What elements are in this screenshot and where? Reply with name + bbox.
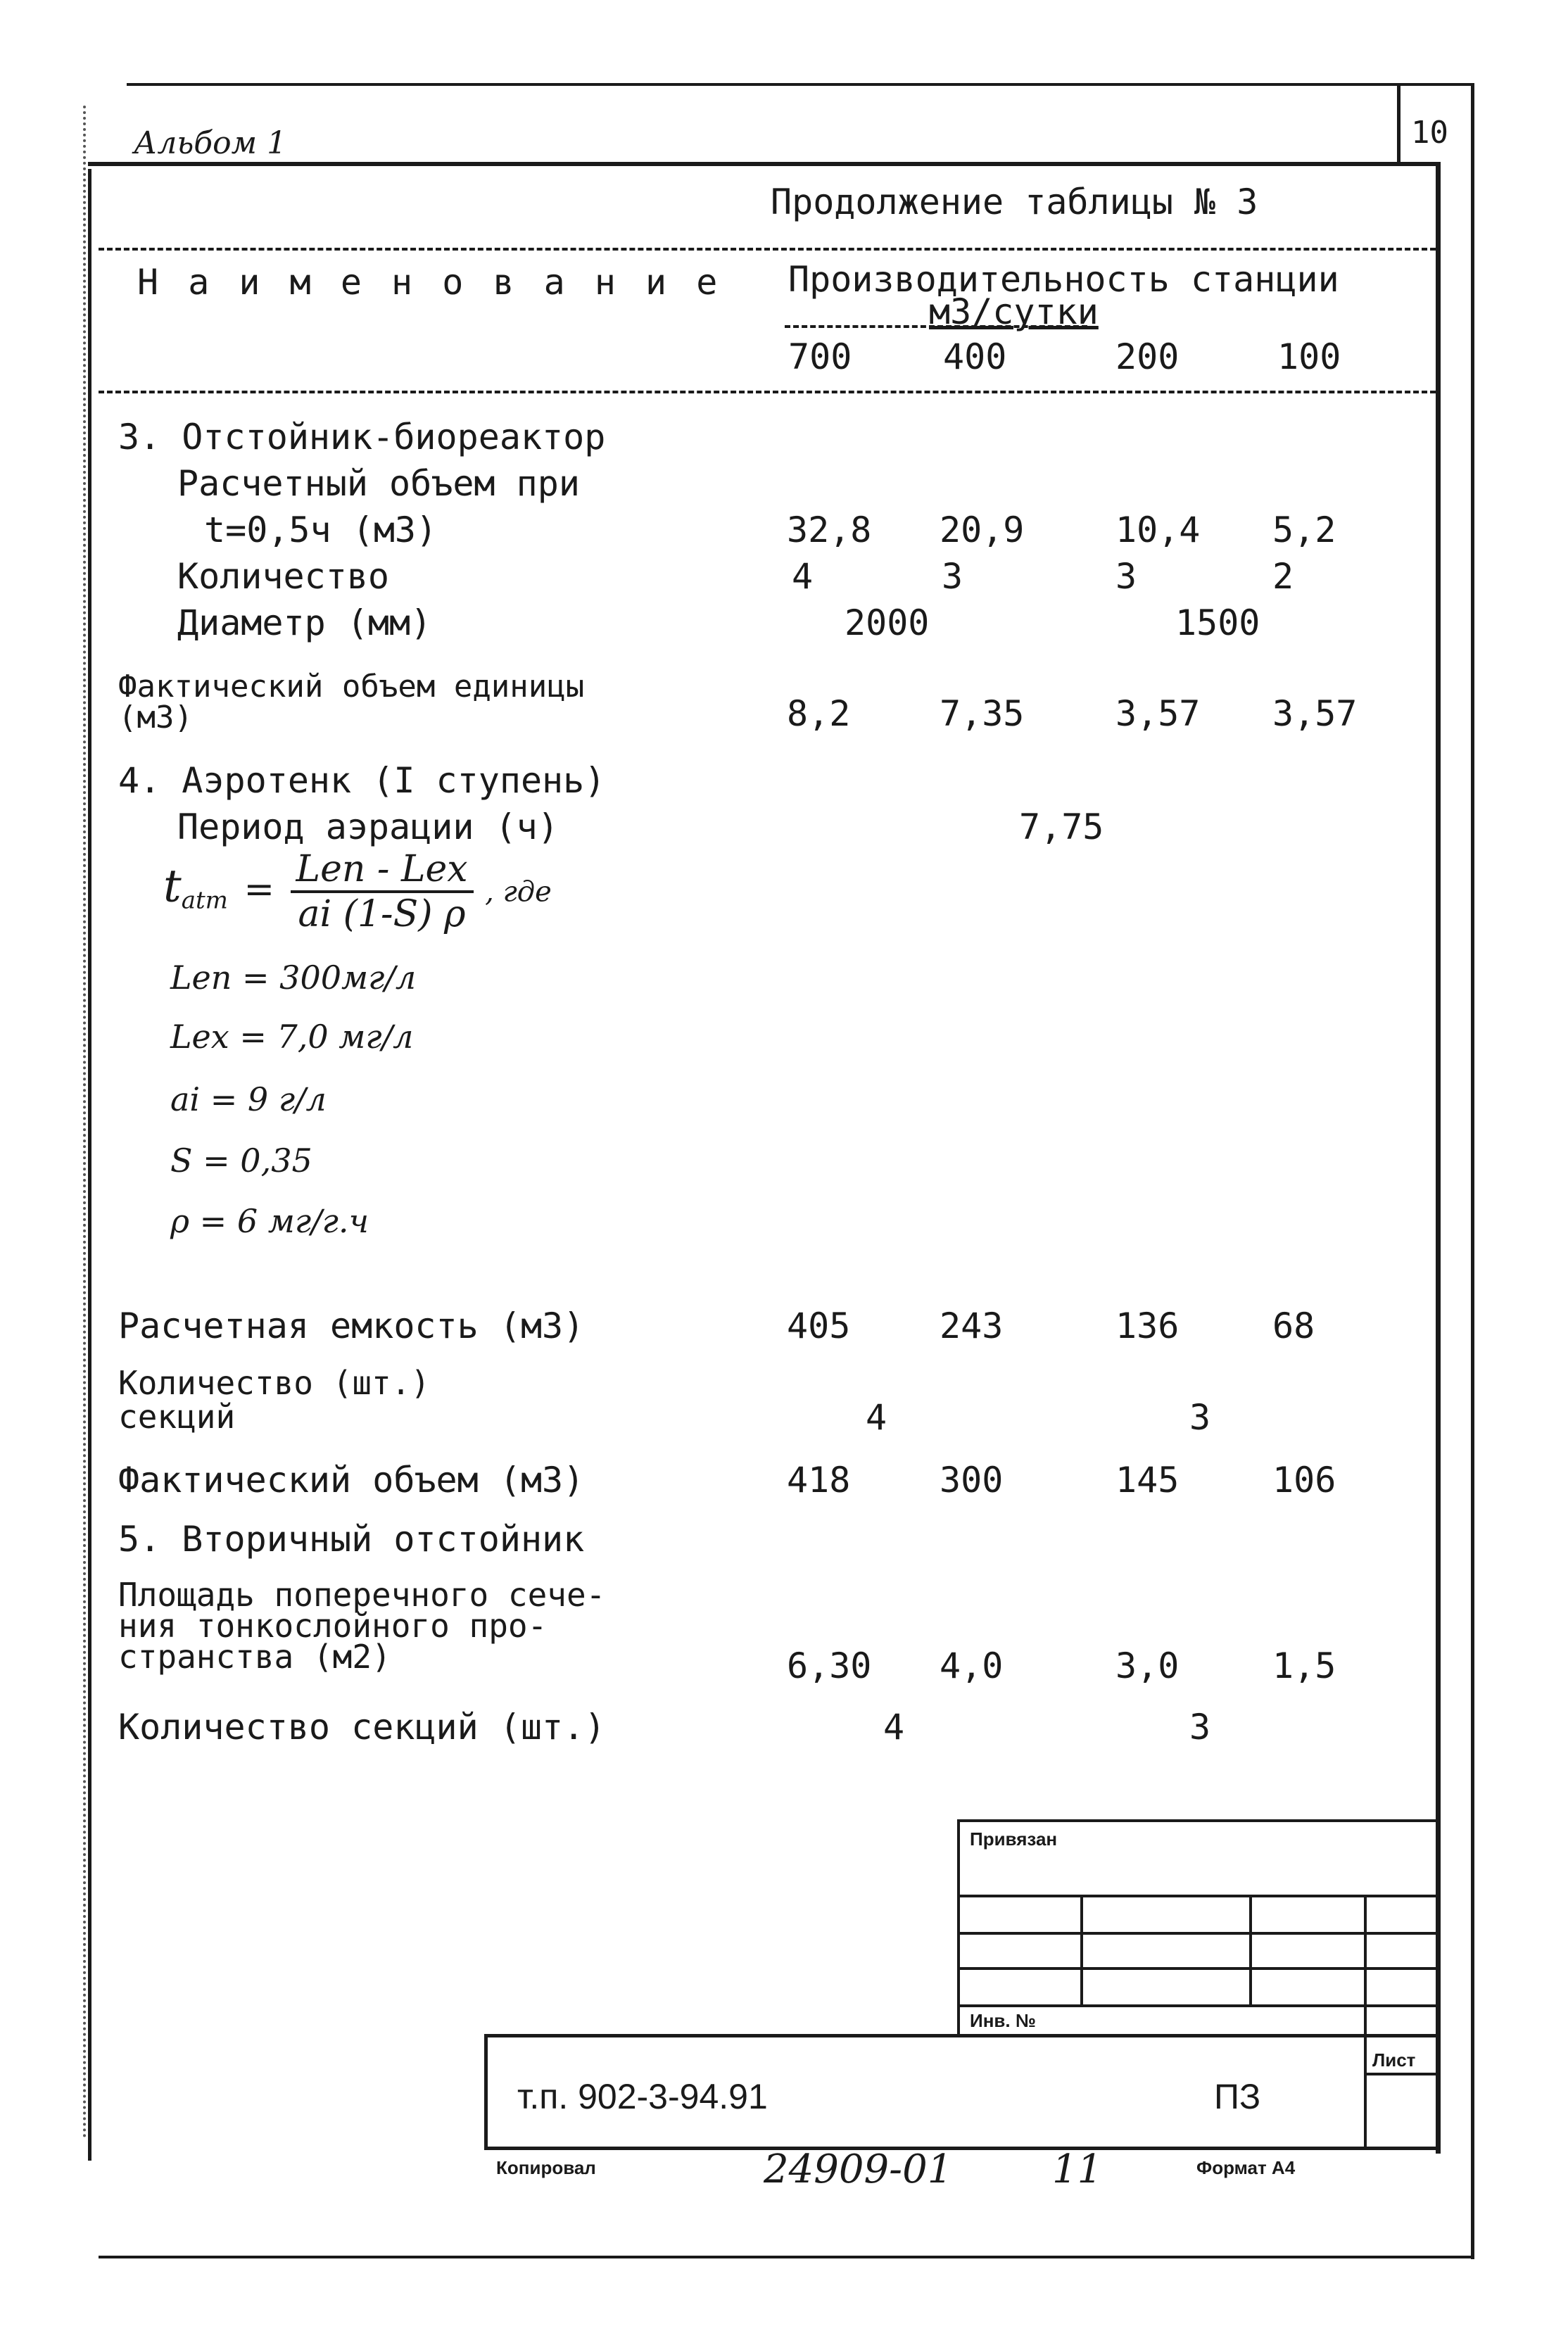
sections-label-2: секций bbox=[118, 1398, 236, 1436]
formula-subscript: atm bbox=[181, 886, 228, 915]
quantity-700: 4 bbox=[792, 556, 814, 597]
cross-section-400: 4,0 bbox=[940, 1645, 1004, 1686]
cross-section-100: 1,5 bbox=[1272, 1645, 1336, 1686]
aeration-formula: tatm = $\frac{\text{Len - Lex}}{ai (1-S) \rho}$ , где bbox=[163, 848, 552, 935]
page-number: 10 bbox=[1411, 115, 1448, 151]
frame-left bbox=[88, 169, 91, 2161]
stamp-top-rule bbox=[957, 1819, 1439, 1822]
calc-volume-100: 5,2 bbox=[1272, 510, 1336, 550]
cross-section-label-1: Площадь поперечного сече- bbox=[118, 1576, 606, 1614]
stamp-code: т.п. 902-3-94.91 bbox=[517, 2077, 768, 2116]
cross-section-label-3: странства (м2) bbox=[118, 1638, 391, 1676]
actual-volume-200: 3,57 bbox=[1115, 693, 1201, 734]
formula-denominator: ai (1-S) ρ bbox=[298, 893, 466, 935]
stamp-row-rule-3 bbox=[957, 1967, 1439, 1970]
formula-lhs: t bbox=[163, 860, 182, 913]
frame-top bbox=[88, 162, 1439, 166]
param-rho: ρ = 6 мг/г.ч bbox=[170, 1202, 369, 1240]
actual-volume-400: 7,35 bbox=[940, 693, 1025, 734]
actual-volume-4-100: 106 bbox=[1272, 1460, 1336, 1500]
stamp-privyazan: Привязан bbox=[970, 1828, 1058, 1850]
perf-subheader-rule bbox=[785, 325, 1087, 328]
capacity-400: 400 bbox=[943, 336, 1007, 377]
stamp-sheet-label: Лист bbox=[1372, 2049, 1416, 2071]
sections-label-1: Количество (шт.) bbox=[118, 1364, 431, 1402]
capacity-700: 700 bbox=[788, 336, 852, 377]
section-4-title: 4. Аэротенк (I ступень) bbox=[118, 760, 606, 801]
stamp-row-rule-4 bbox=[957, 2004, 1439, 2007]
frame-bottom-outer bbox=[99, 2256, 1474, 2258]
actual-volume-4-label: Фактический объем (м3) bbox=[118, 1460, 585, 1500]
sections-700-400: 4 bbox=[866, 1397, 887, 1438]
footer-copied: Копировал bbox=[496, 2157, 596, 2178]
actual-volume-4-400: 300 bbox=[940, 1460, 1004, 1500]
stamp-left-upper bbox=[957, 1819, 960, 2034]
aeration-period-label: Период аэрации (ч) bbox=[177, 807, 559, 847]
frame-top-header bbox=[127, 83, 1474, 86]
binding-margin-line bbox=[83, 106, 86, 2140]
stamp-main-top bbox=[484, 2034, 1439, 2037]
section-5-title: 5. Вторичный отстойник bbox=[118, 1519, 585, 1560]
stamp-col-3 bbox=[1364, 1895, 1367, 2148]
frame-right-inner bbox=[1436, 162, 1441, 2154]
cross-section-700: 6,30 bbox=[787, 1645, 872, 1686]
calc-volume-label-2: t=0,5ч (м3) bbox=[204, 510, 438, 550]
stamp-col-2 bbox=[1249, 1895, 1252, 2004]
quantity-label: Количество bbox=[177, 556, 390, 597]
sections-count-200-100: 3 bbox=[1189, 1707, 1211, 1748]
footer-format: Формат А4 bbox=[1196, 2157, 1296, 2178]
calc-capacity-400: 243 bbox=[940, 1306, 1004, 1346]
page-box-left bbox=[1397, 83, 1401, 164]
calc-capacity-200: 136 bbox=[1115, 1306, 1180, 1346]
stamp-main-bottom bbox=[484, 2147, 1439, 2150]
column-name-header: Н а и м е н о в а н и е bbox=[137, 262, 722, 303]
cross-section-label-2: ния тонкослойного про- bbox=[118, 1607, 548, 1645]
footer-number: 24909-01 bbox=[764, 2147, 953, 2192]
actual-volume-700: 8,2 bbox=[787, 693, 851, 734]
formula-numerator: Len - Lex bbox=[291, 848, 474, 893]
calc-volume-700: 32,8 bbox=[787, 510, 872, 550]
param-s: S = 0,35 bbox=[170, 1142, 312, 1180]
stamp-sheet-rule bbox=[1364, 2073, 1439, 2075]
diameter-200-100: 1500 bbox=[1175, 602, 1260, 643]
sections-count-700-400: 4 bbox=[883, 1707, 905, 1748]
frame-right-outer bbox=[1471, 84, 1474, 2259]
calc-volume-400: 20,9 bbox=[940, 510, 1025, 550]
actual-volume-label-2: (м3) bbox=[118, 700, 193, 735]
calc-volume-200: 10,4 bbox=[1115, 510, 1201, 550]
stamp-row-rule-2 bbox=[957, 1932, 1439, 1935]
stamp-col-1 bbox=[1080, 1895, 1083, 2004]
footer-page: 11 bbox=[1052, 2147, 1103, 2192]
section-3-title: 3. Отстойник-биореактор bbox=[118, 417, 606, 457]
table-header-bottom-rule bbox=[99, 391, 1436, 393]
table-header-top-rule bbox=[99, 248, 1436, 251]
stamp-row-rule-1 bbox=[957, 1895, 1439, 1897]
quantity-200: 3 bbox=[1115, 556, 1137, 597]
cross-section-200: 3,0 bbox=[1115, 1645, 1180, 1686]
sections-200-100: 3 bbox=[1189, 1397, 1211, 1438]
calc-capacity-100: 68 bbox=[1272, 1306, 1315, 1346]
aeration-period-value: 7,75 bbox=[1019, 807, 1104, 847]
quantity-400: 3 bbox=[942, 556, 963, 597]
formula-fraction bbox=[291, 848, 474, 935]
quantity-100: 2 bbox=[1272, 556, 1294, 597]
param-ai: ai = 9 г/л bbox=[170, 1080, 327, 1118]
stamp-inv: Инв. № bbox=[970, 2010, 1036, 2031]
stamp-main-left bbox=[484, 2034, 488, 2150]
diameter-label: Диаметр (мм) bbox=[177, 602, 432, 643]
calc-capacity-700: 405 bbox=[787, 1306, 851, 1346]
actual-volume-100: 3,57 bbox=[1272, 693, 1358, 734]
calc-volume-label-1: Расчетный объем при bbox=[177, 463, 580, 504]
stamp-doc: ПЗ bbox=[1214, 2077, 1261, 2116]
capacity-200: 200 bbox=[1115, 336, 1180, 377]
param-lex: Lex = 7,0 мг/л bbox=[170, 1018, 414, 1056]
album-label: Альбом 1 bbox=[134, 125, 287, 161]
continuation-title: Продолжение таблицы № 3 bbox=[771, 182, 1258, 222]
capacity-100: 100 bbox=[1277, 336, 1341, 377]
formula-tail: , где bbox=[485, 876, 552, 909]
column-performance-header: Производительность станции bbox=[788, 259, 1339, 300]
sections-count-label: Количество секций (шт.) bbox=[118, 1707, 606, 1748]
calc-capacity-label: Расчетная емкость (м3) bbox=[118, 1306, 585, 1346]
actual-volume-4-700: 418 bbox=[787, 1460, 851, 1500]
diameter-700-400: 2000 bbox=[845, 602, 930, 643]
column-performance-unit: м3/сутки bbox=[929, 291, 1099, 332]
param-len: Len = 300мг/л bbox=[170, 959, 417, 997]
actual-volume-4-200: 145 bbox=[1115, 1460, 1180, 1500]
actual-volume-label-1: Фактический объем единицы bbox=[118, 669, 585, 704]
